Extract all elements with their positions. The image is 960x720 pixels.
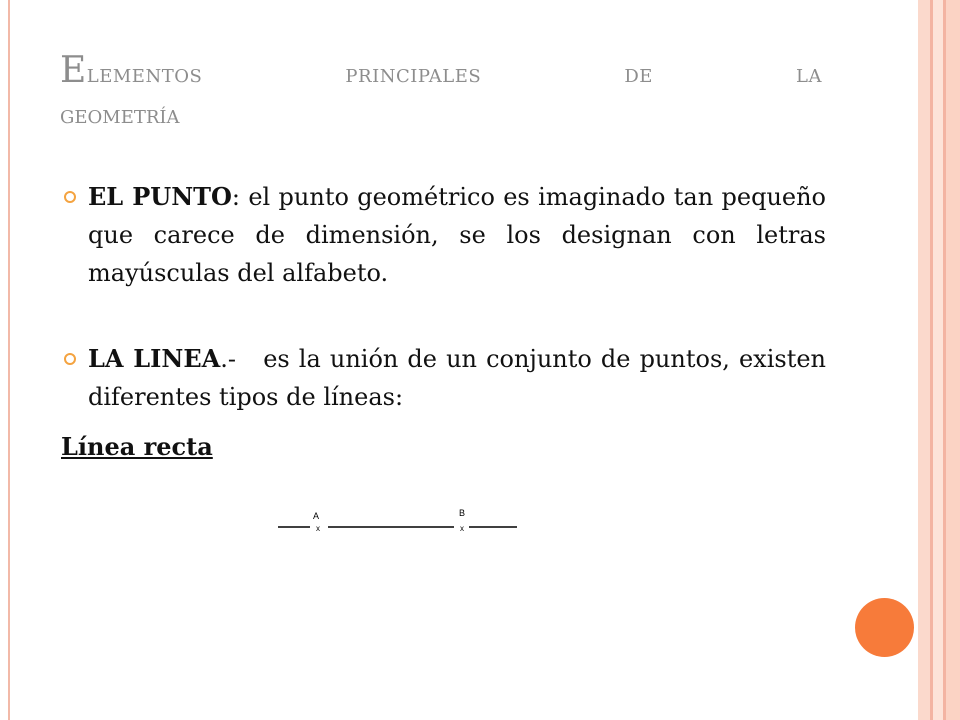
title-word-4: la: [796, 59, 822, 89]
bullet-list: [60, 178, 826, 416]
bullet-circle-icon: [64, 353, 76, 365]
point-a-label: A: [312, 511, 320, 521]
bullet-item-linea: [60, 340, 826, 416]
bullet-circle-icon: [64, 191, 76, 203]
bullet-term: EL PUNTO: [88, 182, 232, 211]
left-frame-line: [8, 0, 10, 720]
title-word-3: de: [624, 59, 653, 89]
title-word-1: [60, 50, 202, 91]
title-word-1-rest: lementos: [86, 59, 203, 89]
right-frame-stripe-1: [918, 0, 930, 720]
right-frame-stripe-3: [933, 0, 943, 720]
straight-line-diagram: [270, 500, 530, 540]
bullet-separator: :: [231, 183, 249, 211]
bullet-item-punto: [60, 178, 826, 292]
point-a-mark: x: [316, 524, 320, 533]
bullet-term: LA LINEA: [88, 344, 221, 373]
bullet-separator: .-: [220, 345, 264, 373]
point-b-label: B: [458, 508, 466, 518]
title-line-2: geometría: [60, 100, 180, 130]
bullet-text: el punto geométrico es imaginado tan pequeño que carece de dimensión, se los designan con letras mayúsculas del alfabeto.: [88, 183, 827, 287]
right-frame-stripe-5: [946, 0, 960, 720]
decorative-orange-circle: [855, 598, 914, 657]
subheading-linea-recta: Línea recta: [61, 432, 213, 461]
title-line-1: [60, 50, 822, 96]
title-word-2: principales: [345, 59, 482, 89]
title-initial-cap: E: [60, 50, 87, 91]
slide-title: [60, 50, 822, 130]
bullet-text: es la unión de un conjunto de puntos, existen diferentes tipos de líneas:: [88, 345, 826, 411]
point-b-mark: x: [460, 524, 464, 533]
